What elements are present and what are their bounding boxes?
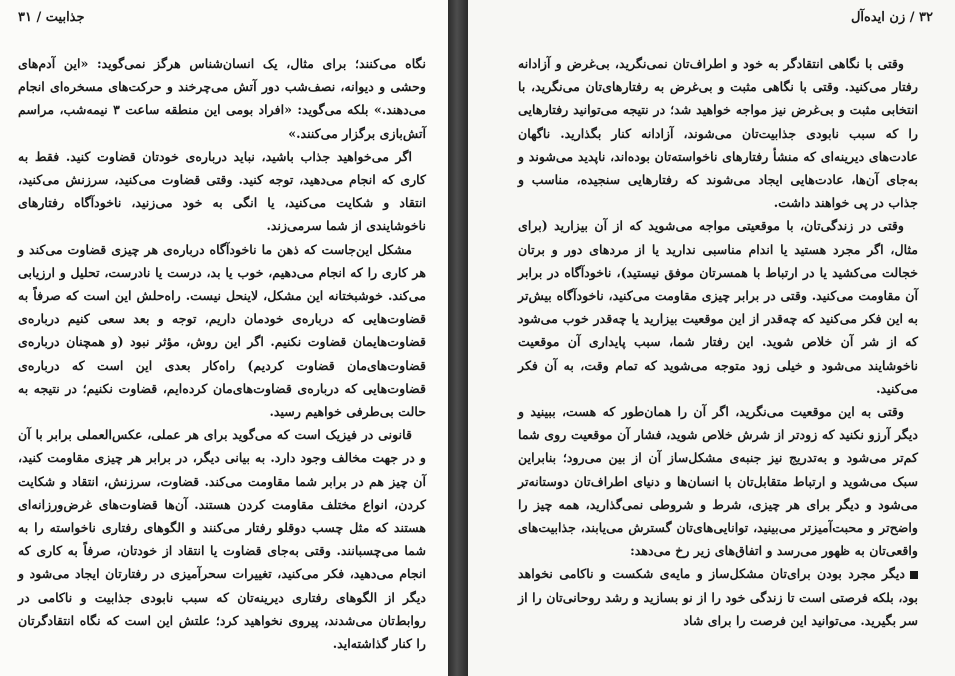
- paragraph: اگر می‌خواهید جذاب باشید، نباید درباره‌ی خودتان قضاوت کنید. فقط به کاری که انجام می‌دهید، توجه کنید. وقتی قضاوت می‌کنید، سرزنش می‌کنید، انتقاد و شکایت می‌کنید، یا انگی به خود می‌زنید، ناخودآگاه رفتارهای ناخوشایندی از شما سرمی‌زند.: [18, 148, 426, 234]
- left-page: [0, 0, 448, 676]
- paragraph: مشکل این‌جاست که ذهن ما ناخودآگاه درباره‌ی هر چیزی قضاوت می‌کند و هر کاری را که انجام می‌دهیم، خوب یا بد، درست یا نادرست، تحلیل و ارزیابی می‌کند. خوشبختانه این مشکل، لاینحل نیست. راه‌حلش این است که صرفاً به قضاوت‌هایی که درباره‌ی خودمان داریم، توجه و بعد سعی کنیم درباره‌ی قضاوت‌هایمان قضاوت نکنیم. اگر این روش، مؤثر نبود (و همچنان درباره‌ی قضاوت‌های‌مان قضاوت کردیم) راه‌کار بعدی این است که درباره‌ی قضاوت‌هایی که درباره‌ی قضاوت‌های‌مان کرده‌ایم، قضاوت نکنیم؛ در نتیجه به حالت بی‌طرفی خواهیم رسید.: [18, 241, 426, 420]
- square-bullet-icon: [910, 571, 918, 579]
- right-page: [468, 0, 955, 676]
- right-page-header: ۳۲ / زن ایده‌آل: [850, 10, 933, 25]
- right-page-body: [518, 52, 918, 632]
- paragraph: نگاه می‌کنند؛ برای مثال، یک انسان‌شناس هرگز نمی‌گوید: «این آدم‌های وحشی و دیوانه، نصف‌شب دور آتش می‌چرخند و حرکت‌های مسخره‌ای انجام می‌دهند.» بلکه می‌گوید: «افراد بومی این منطقه ساعت ۳ نیمه‌شب، مراسم آتش‌بازی برگزار می‌کنند.»: [18, 56, 427, 141]
- paragraph: وقتی با نگاهی انتقادگر به خود و اطراف‌تان نمی‌نگرید، بی‌غرض و آزادانه رفتار می‌کنید. وقتی با نگاهی مثبت و بی‌غرض به رفتارهای‌تان می‌نگرید، با انتخابی مثبت و بی‌غرض نیز مواجه خواهید شد؛ در نتیجه می‌توانید رفتارهایی را که سبب نابودی جذابیت‌تان می‌شوند، آزادانه کنار بگذارید. ناگهان عادت‌های دیرینه‌ای که منشأ رفتارهای ناخواسته‌تان بوده‌اند، ناپدید می‌شوند و به‌جای آن‌ها، عادت‌هایی ایجاد می‌شوند که رفتارهایی سنجیده، مناسب و جذاب در پی خواهند داشت.: [518, 56, 918, 211]
- book-spine: [448, 0, 468, 676]
- left-page-body: [18, 52, 426, 655]
- paragraph: قانونی در فیزیک است که می‌گوید برای هر عملی، عکس‌العملی برابر با آن و در جهت مخالف وجود دارد. به بیانی دیگر، در برابر هر چیزی مقاومت کنید، آن چیز هم در برابر شما مقاومت می‌کند. قضاوت، سرزنش، انتقاد و شکایت کردن، انواع مختلف مقاومت کردن هستند. آن‌ها قضاوت‌های غرض‌ورزانه‌ای هستند که مثل چسب دوقلو رفتار می‌کنند و الگوهای رفتاری ناخواسته را به شما می‌چسبانند. وقتی به‌جای قضاوت یا انتقاد از خودتان، صرفاً به کاری که انجام می‌دهید، فکر می‌کنید، تغییرات سحرآمیزی در رفتارتان ایجاد می‌شود و دیگر از الگوهای رفتاری دیرینه‌تان که سبب نابودی جذابیت و ناکامی در روابط‌تان می‌شدند، پیروی نخواهید کرد؛ علتش این است که نگاه انتقادگرتان را کنار گذاشته‌اید.: [18, 427, 426, 652]
- paragraph: وقتی در زندگی‌تان، با موقعیتی مواجه می‌شوید که از آن بیزارید (برای مثال، اگر مجرد هستید یا اندام مناسبی ندارید یا از مردهای دور و برتان خجالت می‌کشید یا در ارتباط با همسرتان موفق نیستید)، ناخودآگاه در برابر آن مقاومت می‌کنید. وقتی در برابر چیزی مقاومت می‌کنید، ناخودآگاه بیش‌تر به این فکر می‌کنید که چه‌قدر از این موقعیت بیزارید یا چه‌قدر خوب می‌شود که از شر آن خلاص شوید. این رفتار شما، سبب پایداری آن موقعیت ناخوشایند می‌شود و خیلی زود متوجه می‌شوید که تمام وقت، به آن فکر می‌کنید.: [518, 218, 918, 396]
- bullet-item: [518, 562, 918, 632]
- paragraph: وقتی به این موقعیت می‌نگرید، اگر آن را همان‌طور که هست، ببینید و دیگر آرزو نکنید که زودتر از شرش خلاص شوید، فشار آن موقعیت روی شما کم‌تر می‌شود و به‌تدریج نیز جنبه‌ی مشکل‌ساز آن از بین می‌رود؛ بنابراین سبک می‌شوید و ارتباط متقابل‌تان با انسان‌ها و دنیای اطراف‌تان دوستانه‌تر می‌شود و دیگر برای هر چیزی، شرط و شروطی نمی‌گذارید، همه چیز را واضح‌تر و محبت‌آمیزتر می‌بینید، توانایی‌های‌تان گسترش می‌یابند، جذابیت‌های واقعی‌تان به ظهور می‌رسد و اتفاق‌های زیر رخ می‌دهد:: [518, 404, 918, 559]
- bullet-text: دیگر مجرد بودن برای‌تان مشکل‌ساز و مایه‌ی شکست و ناکامی نخواهد بود، بلکه فرصتی است تا زندگی خود را از نو بسازید و رشد روحانی‌تان را از سر بگیرید. می‌توانید این فرصت را برای شاد: [518, 566, 918, 628]
- left-page-header: جذابیت / ۳۱: [18, 10, 85, 25]
